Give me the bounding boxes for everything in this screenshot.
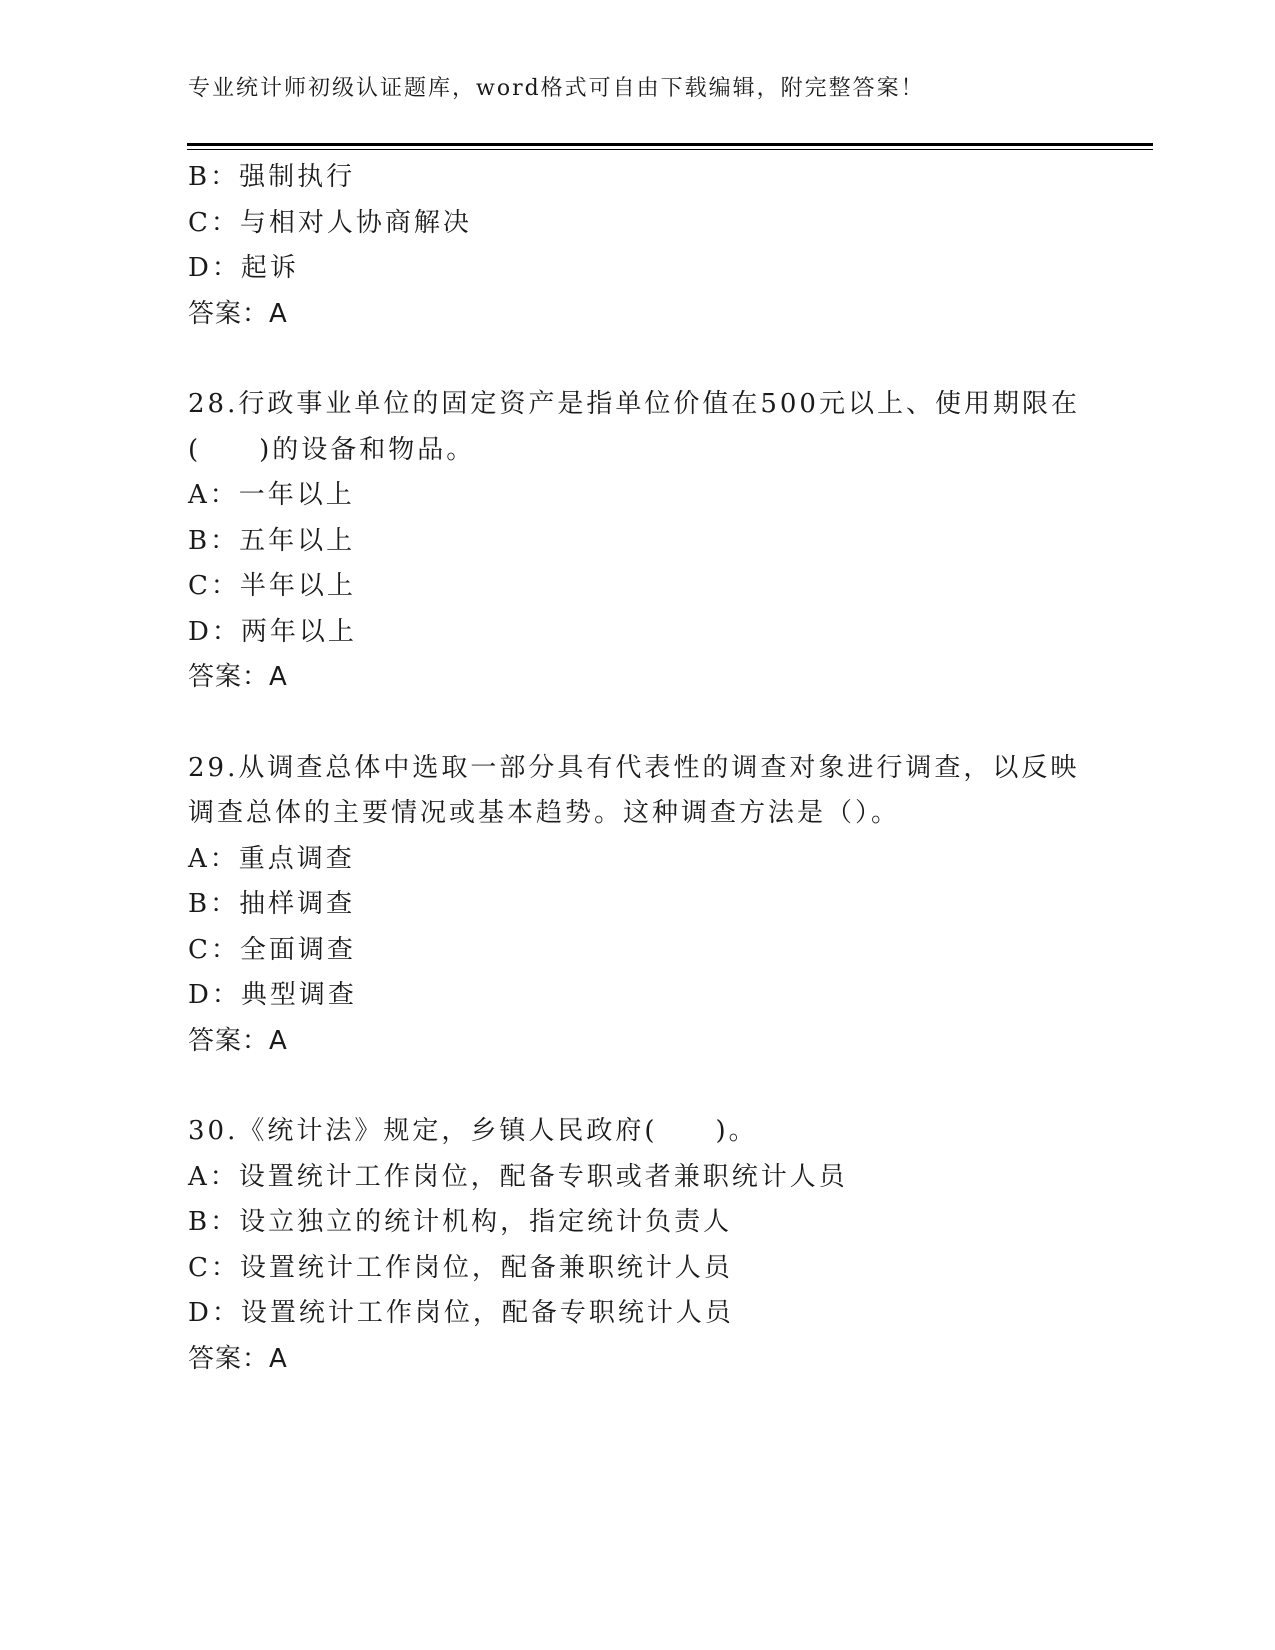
option-c: C：半年以上 bbox=[188, 571, 356, 601]
option-c: C：与相对人协商解决 bbox=[188, 207, 472, 238]
header-rule-thin bbox=[187, 149, 1153, 150]
option-b: B：强制执行 bbox=[188, 162, 356, 192]
option-d: D：起诉 bbox=[188, 253, 299, 283]
question-stem-line: 调查总体的主要情况或基本趋势。这种调查方法是（）。 bbox=[188, 798, 901, 828]
option-a: A：重点调查 bbox=[188, 843, 355, 874]
answer-line: 答案：A bbox=[188, 662, 288, 692]
option-d: D：典型调查 bbox=[188, 980, 357, 1010]
answer-line: 答案：A bbox=[188, 1025, 288, 1056]
option-b: B：五年以上 bbox=[188, 525, 356, 556]
question-stem-line: ( )的设备和物品。 bbox=[188, 434, 476, 465]
question-stem-line: 28.行政事业单位的固定资产是指单位价值在500元以上、使用期限在 bbox=[188, 389, 1080, 419]
option-b: B：抽样调查 bbox=[188, 889, 356, 919]
question-29 bbox=[188, 746, 1088, 1065]
answer-line: 答案：A bbox=[188, 298, 288, 329]
header-rule-thick bbox=[187, 143, 1153, 146]
question-stem-line: 29.从调查总体中选取一部分具有代表性的调查对象进行调查，以反映 bbox=[188, 752, 1080, 783]
option-d: D：两年以上 bbox=[188, 616, 357, 647]
question-stem-line: 30.《统计法》规定，乡镇人民政府( )。 bbox=[188, 1116, 758, 1146]
previous-question-tail bbox=[188, 155, 1088, 337]
option-c: C：全面调查 bbox=[188, 934, 356, 965]
document-body bbox=[188, 155, 1088, 1382]
page-header: 专业统计师初级认证题库，word格式可自由下载编辑，附完整答案！ bbox=[188, 76, 925, 101]
option-a: A：设置统计工作岗位，配备专职或者兼职统计人员 bbox=[188, 1161, 848, 1192]
question-28 bbox=[188, 382, 1088, 701]
question-30 bbox=[188, 1109, 1088, 1382]
option-c: C：设置统计工作岗位，配备兼职统计人员 bbox=[188, 1252, 733, 1283]
option-d: D：设置统计工作岗位，配备专职统计人员 bbox=[188, 1298, 734, 1328]
answer-line: 答案：A bbox=[188, 1343, 288, 1374]
option-b: B：设立独立的统计机构，指定统计负责人 bbox=[188, 1207, 733, 1237]
option-a: A：一年以上 bbox=[188, 480, 355, 510]
